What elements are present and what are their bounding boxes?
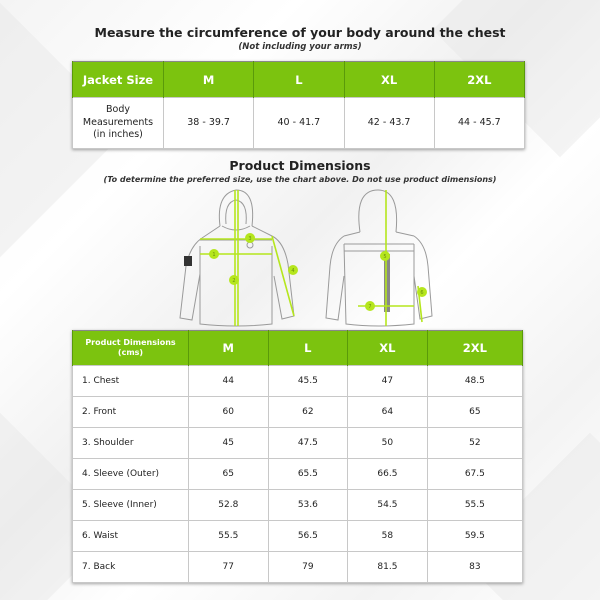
table-row — [73, 521, 523, 552]
cell-2xl: 67.5 — [427, 459, 522, 490]
header-size-2xl: 2XL — [434, 62, 524, 98]
section-title: Product Dimensions — [229, 158, 371, 173]
svg-text:6: 6 — [420, 290, 424, 296]
cell-m: 60 — [189, 397, 269, 428]
row-label: 5. Sleeve (Inner) — [73, 490, 189, 521]
cell-xl: 54.5 — [348, 490, 428, 521]
cell-2xl: 48.5 — [427, 366, 522, 397]
row-label: 4. Sleeve (Outer) — [73, 459, 189, 490]
header-line: (cms) — [117, 348, 144, 357]
cell-xl: 58 — [348, 521, 428, 552]
cell-2xl: 83 — [427, 552, 522, 583]
header-size-m: M — [189, 331, 269, 366]
cell-m: 45 — [189, 428, 269, 459]
body-measurements-label — [73, 98, 164, 149]
size-table-header-row — [73, 62, 525, 98]
header-line: Product Dimensions — [85, 338, 176, 347]
table-row — [73, 552, 523, 583]
cell-l: 79 — [268, 552, 348, 583]
cell-2xl: 59.5 — [427, 521, 522, 552]
svg-text:5: 5 — [383, 254, 387, 260]
jacket-back-illustration — [318, 186, 438, 328]
header-size-l: L — [254, 62, 344, 98]
table-row — [73, 366, 523, 397]
row-label: 3. Shoulder — [73, 428, 189, 459]
svg-text:7: 7 — [368, 304, 372, 310]
cell-l: 47.5 — [268, 428, 348, 459]
cell-l: 65.5 — [268, 459, 348, 490]
svg-text:4: 4 — [291, 268, 295, 274]
svg-text:1: 1 — [212, 252, 216, 258]
cell-m: 77 — [189, 552, 269, 583]
cell-xl: 50 — [348, 428, 428, 459]
cell-2xl: 55.5 — [427, 490, 522, 521]
cell-l: 56.5 — [268, 521, 348, 552]
label-line: Body — [106, 104, 130, 116]
row-label: 7. Back — [73, 552, 189, 583]
product-dimensions-table — [72, 330, 523, 583]
row-label: 2. Front — [73, 397, 189, 428]
header-product-dimensions — [73, 331, 189, 366]
table-row — [73, 428, 523, 459]
cell-xl: 81.5 — [348, 552, 428, 583]
table-row — [73, 397, 523, 428]
cell-2xl: 44 - 45.7 — [434, 98, 524, 149]
header-jacket-size: Jacket Size — [73, 62, 164, 98]
cell-l: 53.6 — [268, 490, 348, 521]
cell-2xl: 65 — [427, 397, 522, 428]
header-size-xl: XL — [344, 62, 434, 98]
header-size-2xl: 2XL — [427, 331, 522, 366]
cell-m: 38 - 39.7 — [164, 98, 254, 149]
page-title: Measure the circumference of your body around the chest — [94, 25, 506, 40]
row-label: 1. Chest — [73, 366, 189, 397]
table-row — [73, 490, 523, 521]
cell-m: 65 — [189, 459, 269, 490]
label-line: (in inches) — [93, 129, 143, 141]
cell-xl: 64 — [348, 397, 428, 428]
page-subtitle: (Not including your arms) — [238, 42, 362, 52]
cell-l: 45.5 — [268, 366, 348, 397]
header-size-m: M — [164, 62, 254, 98]
section-subtitle: (To determine the preferred size, use the chart above. Do not use product dimensions) — [103, 175, 497, 184]
cell-xl: 47 — [348, 366, 428, 397]
table-row — [73, 459, 523, 490]
size-chart-table — [72, 61, 525, 149]
header-size-xl: XL — [348, 331, 428, 366]
cell-m: 52.8 — [189, 490, 269, 521]
jacket-front-illustration — [172, 186, 308, 328]
cell-m: 55.5 — [189, 521, 269, 552]
header-size-l: L — [268, 331, 348, 366]
svg-text:3: 3 — [248, 236, 252, 242]
row-label: 6. Waist — [73, 521, 189, 552]
cell-2xl: 52 — [427, 428, 522, 459]
cell-l: 40 - 41.7 — [254, 98, 344, 149]
dimensions-header-row — [73, 331, 523, 366]
cell-xl: 66.5 — [348, 459, 428, 490]
label-line: Measurements — [82, 116, 154, 128]
cell-m: 44 — [189, 366, 269, 397]
svg-text:2: 2 — [232, 278, 236, 284]
table-row — [73, 98, 525, 149]
cell-l: 62 — [268, 397, 348, 428]
cell-xl: 42 - 43.7 — [344, 98, 434, 149]
